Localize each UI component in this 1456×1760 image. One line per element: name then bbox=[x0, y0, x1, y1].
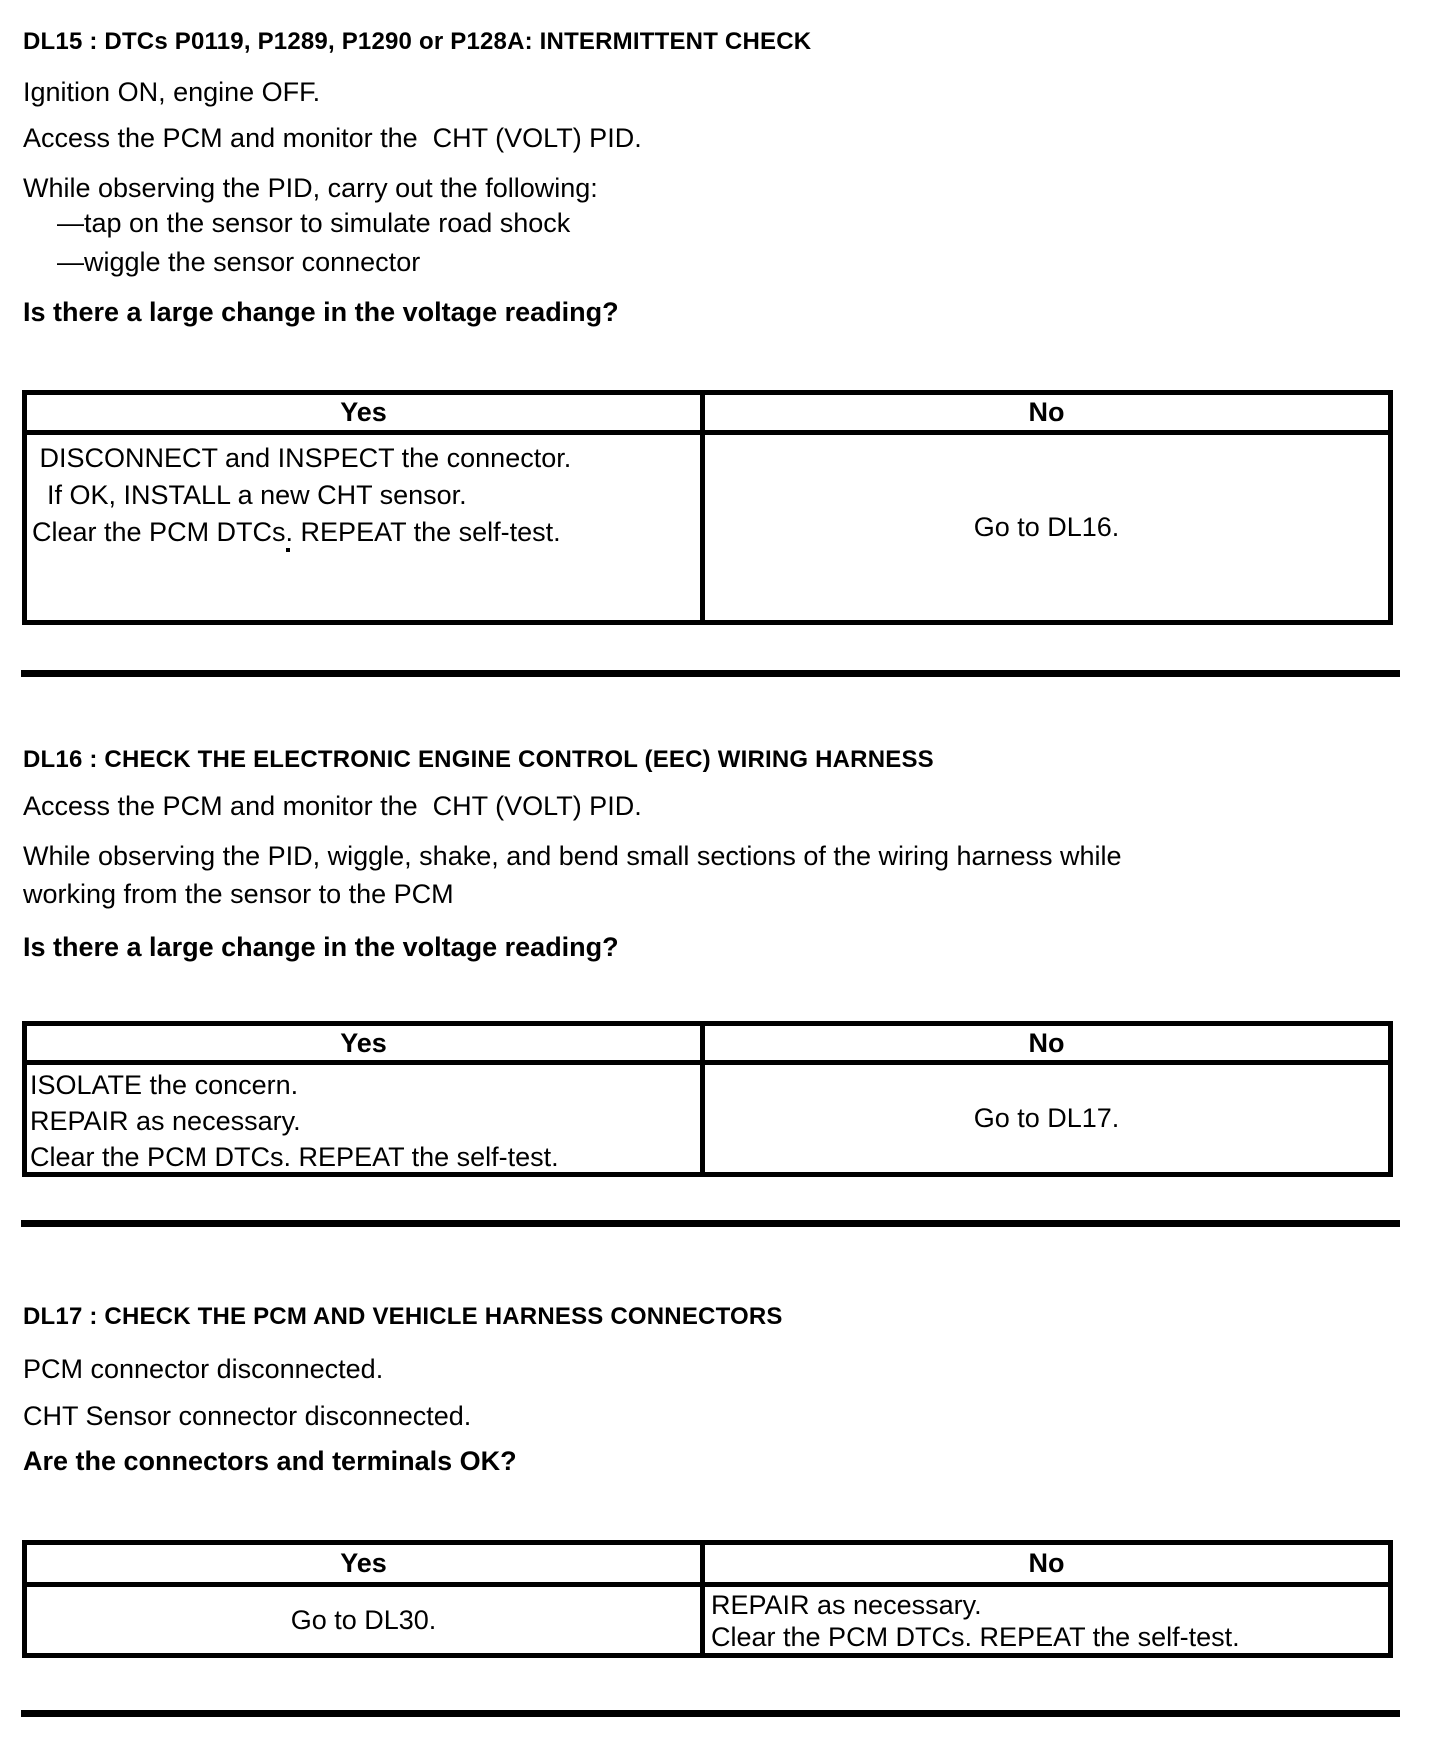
dl16-yes-action-line: Clear the PCM DTCs. REPEAT the self-test. bbox=[30, 1142, 559, 1172]
dl16-step-while-line2: working from the sensor to the PCM bbox=[23, 879, 454, 909]
dl15-table-header-yes: Yes bbox=[27, 395, 705, 430]
dl15-sub-step-wiggle: —wiggle the sensor connector bbox=[57, 247, 421, 277]
dl15-table-header-no: No bbox=[1028, 397, 1065, 427]
dl16-table-yes-cell bbox=[27, 1065, 705, 1172]
dl16-yes-action-line: REPAIR as necessary. bbox=[30, 1106, 301, 1136]
dl17-no-action-line: REPAIR as necessary. bbox=[711, 1590, 982, 1620]
dl17-table-header-no: No bbox=[1028, 1548, 1065, 1578]
dl16-table-header-no: No bbox=[1028, 1027, 1065, 1058]
dl17-no-action-line: Clear the PCM DTCs. REPEAT the self-test. bbox=[711, 1622, 1240, 1652]
dl15-table-yes-cell bbox=[27, 435, 705, 620]
dl15-yes-action-line: DISCONNECT and INSPECT the connector. bbox=[32, 443, 572, 473]
dl15-step-while: While observing the PID, carry out the following: bbox=[23, 173, 598, 203]
dl17-decision-table bbox=[22, 1540, 1393, 1658]
dl16-yes-action-line: ISOLATE the concern. bbox=[30, 1070, 299, 1100]
dl16-heading: DL16 : CHECK THE ELECTRONIC ENGINE CONTROL (EEC) WIRING HARNESS bbox=[23, 746, 934, 773]
dl15-step-access: Access the PCM and monitor the CHT (VOLT) PID. bbox=[23, 123, 642, 153]
dl17-table-body-row bbox=[27, 1587, 1388, 1653]
dl15-table-header-row bbox=[27, 395, 1388, 435]
dl17-table-no-cell bbox=[705, 1587, 1388, 1653]
dl15-yes-action-line: If OK, INSTALL a new CHT sensor. bbox=[32, 480, 467, 510]
dl15-sub-step-tap: —tap on the sensor to simulate road shock bbox=[57, 208, 571, 238]
section-divider-rule bbox=[21, 1220, 1400, 1227]
dl15-heading: DL15 : DTCs P0119, P1289, P1290 or P128A: INTERMITTENT CHECK bbox=[23, 28, 812, 55]
dl16-table-no-cell: Go to DL17. bbox=[973, 1103, 1120, 1133]
dl16-decision-table bbox=[22, 1021, 1393, 1177]
dl17-table-yes-cell: Go to DL30. bbox=[27, 1587, 705, 1653]
dl17-heading: DL17 : CHECK THE PCM AND VEHICLE HARNESS CONNECTORS bbox=[23, 1303, 783, 1330]
dl15-yes-action-line: Clear the PCM DTCs. REPEAT the self-test. bbox=[32, 517, 561, 547]
dl16-question: Is there a large change in the voltage reading? bbox=[23, 932, 619, 962]
dl15-step-ignition: Ignition ON, engine OFF. bbox=[23, 77, 321, 107]
dl17-step-cht: CHT Sensor connector disconnected. bbox=[23, 1401, 472, 1431]
dl16-table-body-row bbox=[27, 1065, 1388, 1172]
dl17-table-header-row bbox=[27, 1545, 1388, 1587]
dl17-question: Are the connectors and terminals OK? bbox=[23, 1446, 517, 1476]
dl16-step-access: Access the PCM and monitor the CHT (VOLT) PID. bbox=[23, 791, 642, 821]
section-divider-rule bbox=[21, 670, 1400, 677]
dl15-table-body-row bbox=[27, 435, 1388, 620]
dl16-step-while-line1: While observing the PID, wiggle, shake, and bend small sections of the wiring harness while bbox=[23, 841, 1122, 871]
dl15-decision-table bbox=[22, 390, 1393, 625]
dl16-table-header-yes: Yes bbox=[27, 1026, 705, 1060]
scan-artifact-dot bbox=[286, 548, 290, 552]
section-divider-rule bbox=[21, 1710, 1400, 1717]
dl16-table-header-row bbox=[27, 1026, 1388, 1065]
dl17-step-pcm: PCM connector disconnected. bbox=[23, 1354, 384, 1384]
dl17-table-header-yes: Yes bbox=[27, 1545, 705, 1582]
dl15-question: Is there a large change in the voltage reading? bbox=[23, 297, 619, 327]
dl15-table-no-cell: Go to DL16. bbox=[973, 512, 1120, 542]
